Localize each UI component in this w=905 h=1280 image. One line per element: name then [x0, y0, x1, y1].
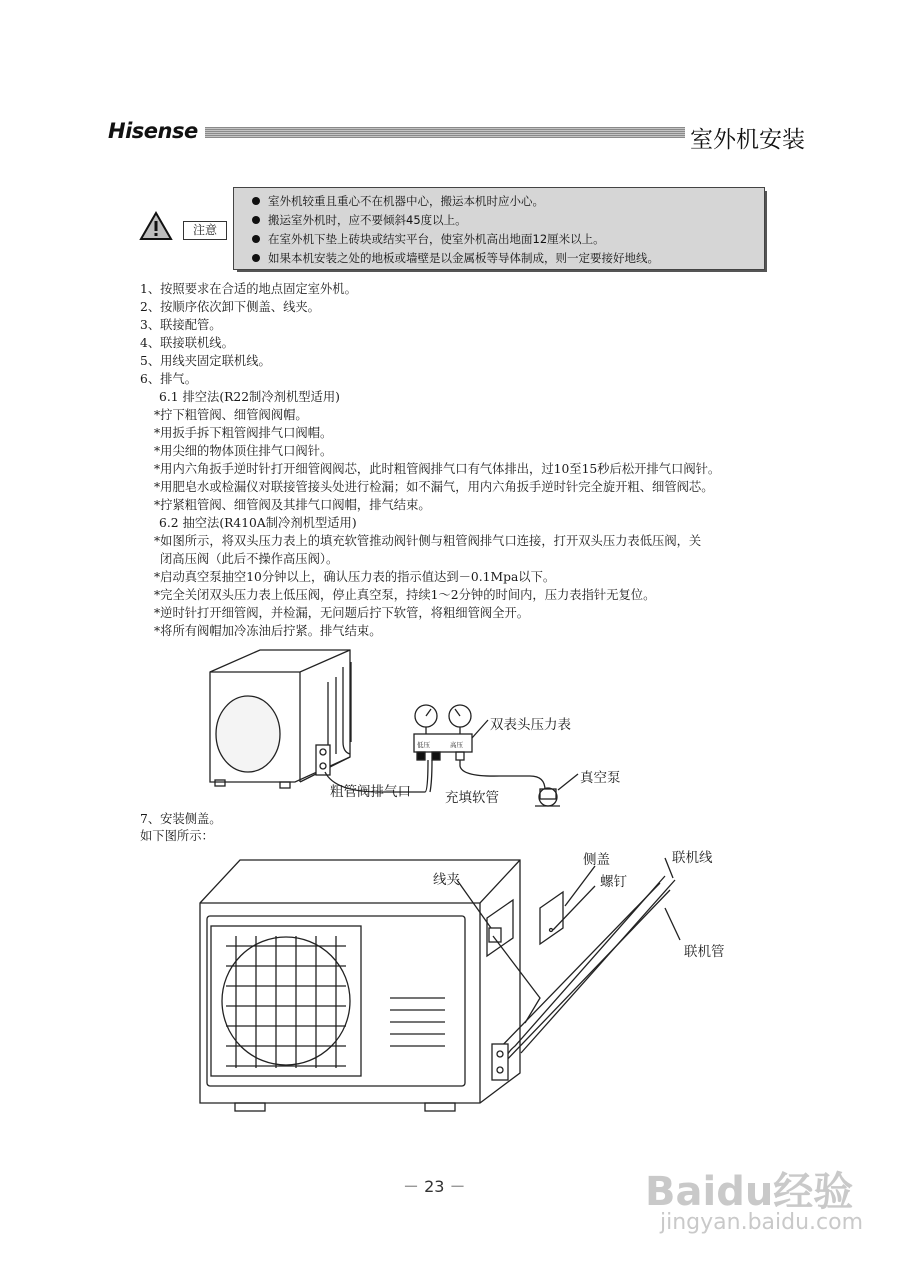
low-valve-label: 低压 — [417, 741, 430, 749]
step-item: 2、按顺序依次卸下侧盖、线夹。 — [140, 300, 320, 314]
warning-icon — [139, 211, 173, 241]
instruction-line: *用尖细的物体顶住排气口阀针。 — [154, 444, 333, 458]
pipe-label: 联机管 — [684, 944, 725, 960]
notice-item: 在室外机下垫上砖块或结实平台，使室外机高出地面12厘米以上。 — [252, 231, 605, 247]
side-cover-diagram — [195, 848, 735, 1118]
instruction-line: *将所有阀帽加冷冻油后拧紧。排气结束。 — [154, 624, 382, 638]
hose-label: 充填软管 — [445, 790, 499, 806]
instruction-line: *用扳手拆下粗管阀排气口阀帽。 — [154, 426, 333, 440]
screw-label: 螺钉 — [600, 874, 627, 890]
instruction-line: *完全关闭双头压力表上低压阀，停止真空泵，持续1～2分钟的时间内，压力表指针无复位。 — [154, 588, 656, 602]
diagram-caption: 如下图所示： — [140, 829, 214, 843]
evacuation-diagram — [200, 642, 640, 812]
subsection-title: 6.2 抽空法(R410A制冷剂机型适用) — [159, 516, 357, 530]
instruction-line: *如图所示，将双头压力表上的填充软管推动阀针侧与粗管阀排气口连接，打开双头压力表低压阀，关 — [154, 534, 702, 548]
side-cover-label: 侧盖 — [583, 852, 610, 868]
instruction-line: 闭高压阀（此后不操作高压阀）。 — [160, 552, 339, 566]
cable-label: 联机线 — [672, 850, 713, 866]
instruction-line: *启动真空泵抽空10分钟以上，确认压力表的指示值达到－0.1Mpa以下。 — [154, 570, 556, 584]
notice-item: 搬运室外机时，应不要倾斜45度以上。 — [252, 212, 467, 228]
gauge-label: 双表头压力表 — [490, 717, 571, 733]
watermark-url: jingyan.baidu.com — [660, 1210, 864, 1235]
instruction-line: *拧下粗管阀、细管阀阀帽。 — [154, 408, 308, 422]
notice-item: 如果本机安装之处的地板或墙壁是以金属板等导体制成，则一定要接好地线。 — [252, 250, 659, 266]
clamp-label: 线夹 — [433, 872, 460, 888]
brand-logo: Hisense — [108, 119, 198, 143]
section-title: 室外机安装 — [690, 127, 805, 153]
instruction-line: *逆时针打开细管阀，并检漏，无问题后拧下软管，将粗细管阀全开。 — [154, 606, 530, 620]
step-item: 6、排气。 — [140, 372, 198, 386]
subsection-title: 6.1 排空法(R22制冷剂机型适用) — [159, 390, 340, 404]
step-item: 5、用线夹固定联机线。 — [140, 354, 271, 368]
step-item: 3、联接配管。 — [140, 318, 222, 332]
watermark-logo: Baidu经验 — [645, 1169, 854, 1215]
step-item: 1、按照要求在合适的地点固定室外机。 — [140, 282, 357, 296]
instruction-line: *用内六角扳手逆时针打开细管阀阀芯，此时粗管阀排气口有气体排出，过10至15秒后松开排气口阀针。 — [154, 462, 721, 476]
step-item: 7、安装侧盖。 — [140, 812, 222, 826]
instruction-line: *用肥皂水或检漏仪对联接管接头处进行检漏；如不漏气，用内六角扳手逆时针完全旋开粗、细管阀芯。 — [154, 480, 714, 494]
instruction-line: *拧紧粗管阀、细管阀及其排气口阀帽，排气结束。 — [154, 498, 431, 512]
notice-label: 注意 — [183, 221, 227, 240]
high-valve-label: 高压 — [450, 741, 463, 749]
notice-item: 室外机较重且重心不在机器中心，搬运本机时应小心。 — [252, 193, 544, 209]
vacuum-pump-label: 真空泵 — [580, 770, 621, 786]
header-rule — [205, 127, 685, 138]
step-item: 4、联接联机线。 — [140, 336, 234, 350]
page-number: － 23 － — [403, 1177, 466, 1196]
port-label: 粗管阀排气口 — [330, 784, 411, 800]
